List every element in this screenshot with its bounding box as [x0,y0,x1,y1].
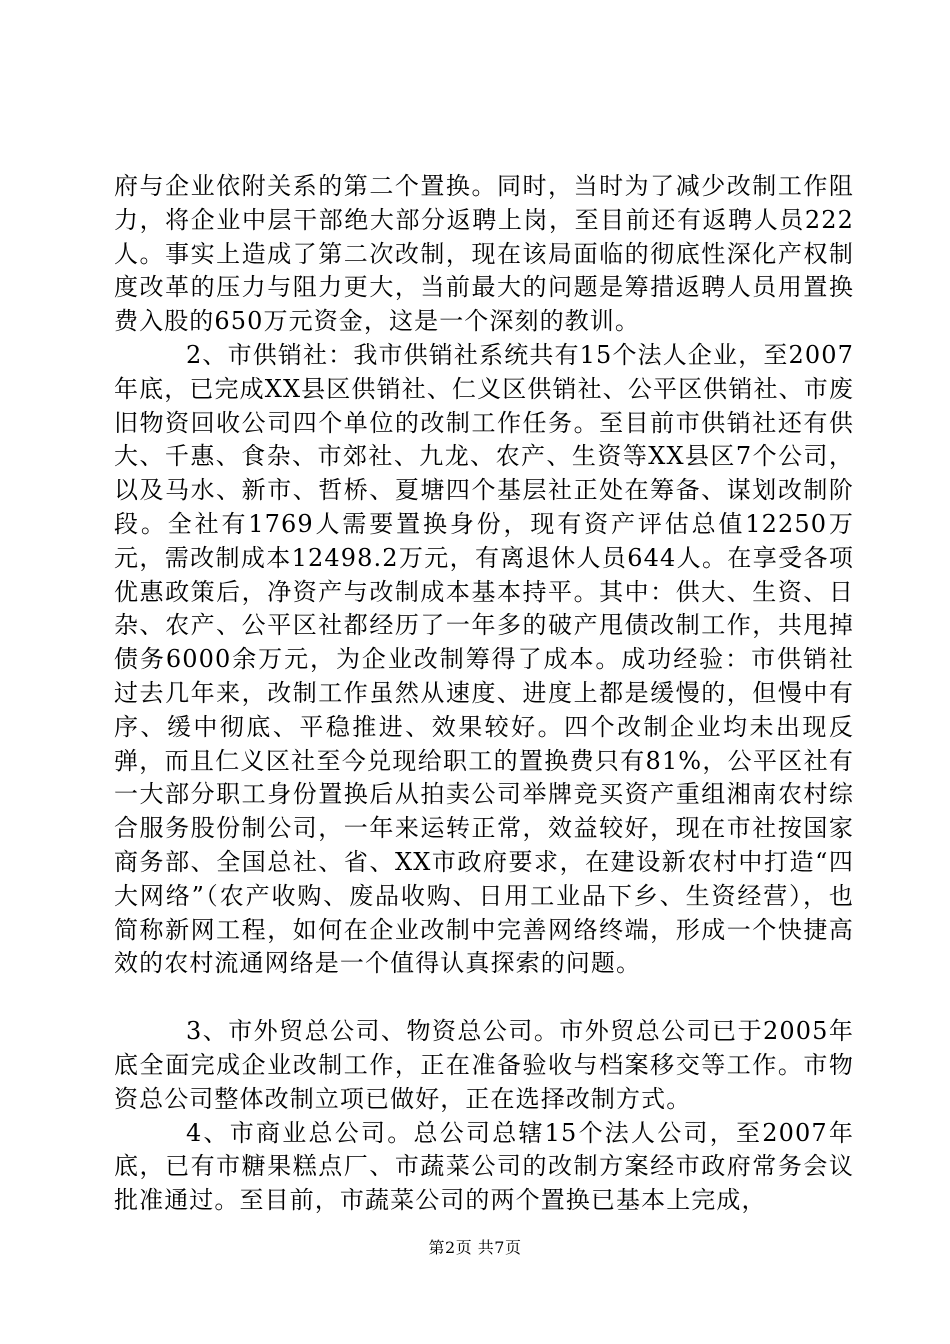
document-body [114,170,854,1218]
paragraph-continuation: 府与企业依附关系的第二个置换。同时，当时为了减少改制工作阻力，将企业中层干部绝大部分返聘上岗，至目前还有返聘人员222人。事实上造成了第二次改制，现在该局面临的彻底性深化产权制度改革的压力与阻力更大，当前最大的问题是筹措返聘人员用置换费入股的650万元资金，这是一个深刻的教训。 [114,172,854,336]
paragraph-foreign-trade-materials: 3、市外贸总公司、物资总公司。市外贸总公司已于2005年底全面完成企业改制工作，正在准备验收与档案移交等工作。市物资总公司整体改制立项已做好，正在选择改制方式。 [114,1017,854,1113]
paragraph-supply-marketing-coop: 2、市供销社：我市供销社系统共有15个法人企业，至2007年底，已完成XX县区供销社、仁义区供销社、公平区供销社、市废旧物资回收公司四个单位的改制工作任务。至目前市供销社还有供大、千惠、食杂、市郊社、九龙、农产、生资等XX县区7个公司，以及马水、新市、哲桥、夏塘四个基层社正处在筹备、谋划改制阶段。全社有1769人需要置换身份，现有资产评估总值12250万元，需改制成本12498.2万元，有离退休人员644人。在享受各项优惠政策后，净资产与改制成本基本持平。其中：供大、生资、日杂、农产、公平区社都经历了一年多的破产甩债改制工作，共甩掉债务6000余万元，为企业改制筹得了成本。成功经验：市供销社过去几年来，改制工作虽然从速度、进度上都是缓慢的，但慢中有序、缓中彻底、平稳推进、效果较好。四个改制企业均未出现反弹，而且仁义区社至今兑现给职工的置换费只有81%，公平区社有一大部分职工身份置换后从拍卖公司举牌竞买资产重组湘南农村综合服务股份制公司，一年来运转正常，效益较好，现在市社按国家商务部、全国总社、省、XX市政府要求，在建设新农村中打造“四大网络”（农产收购、废品收购、日用工业品下乡、生资经营），也简称新网工程，如何在企业改制中完善网络终端，形成一个快捷高效的农村流通网络是一个值得认真探索的问题。 [114,340,854,978]
page-number-footer: 第2页 共7页 [428,1238,522,1257]
paragraph-commerce-company: 4、市商业总公司。总公司总辖15个法人公司，至2007年底，已有市糖果糕点厂、市蔬菜公司的改制方案经市政府常务会议批准通过。至目前，市蔬菜公司的两个置换已基本上完成， [114,1118,854,1215]
